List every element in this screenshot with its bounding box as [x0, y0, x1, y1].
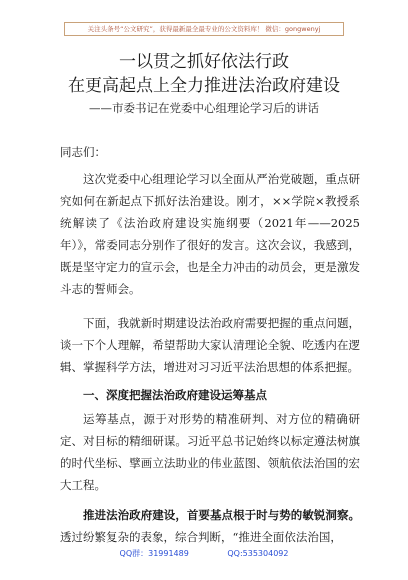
greeting: 同志们： — [60, 145, 106, 159]
promo-banner: 关注头条号“公文研究”，获得最新最全最专业的公文资料库！ 微信：gongwenyj — [64, 22, 344, 36]
paragraph-4 — [60, 504, 360, 548]
footer-qq: QQ:535304092 — [227, 549, 289, 558]
paragraph-4-emphasis: 推进法治政府建设，首要基点根于时与势的敏锐洞察。 — [83, 508, 360, 522]
subtitle: ——市委书记在党委中心组理论学习后的讲话 — [89, 101, 319, 115]
footer-qq-group: QQ群：31991489 — [119, 549, 189, 558]
paragraph-1: 这次党委中心组理论学习以全面从严治党破题，重点研究如何在新起点下抓好法治建设。刚才，××学院×教授系统解读了《法治政府建设实施纲要（2021年——2025年）》，常委同志分别作了很好的发言。这次会议，我感到，既是坚守定力的宣示会，也是全力冲击的动员会，更是激发斗志的誓师会。 — [60, 172, 360, 296]
paragraph-2: 下面，我就新时期建设法治政府需要把握的重点问题，谈一下个人理解，希望帮助大家认清理论全貌、吃透内在逻辑、掌握科学方法，增进对习习近平法治思想的体系把握。 — [60, 316, 360, 374]
paragraph-3: 运筹基点，源于对形势的精准研判、对方位的精确研定、对目标的精细研谋。习近平总书记始终以标定遵法树旗的时代坐标、擘画立法助业的伟业蓝图、领航依法治国的宏大工程。 — [60, 412, 360, 492]
paragraph-4-text: 透过纷繁复杂的表象，综合判断，“推进全面依法治国， — [60, 530, 342, 544]
section-heading-1: 一、深度把握法治政府建设运筹基点 — [83, 388, 267, 402]
title-line-2: 在更高起点上全力推进法治政府建设 — [68, 76, 340, 96]
title-line-1: 一以贯之抓好依法行政 — [119, 52, 289, 72]
footer — [0, 548, 408, 559]
